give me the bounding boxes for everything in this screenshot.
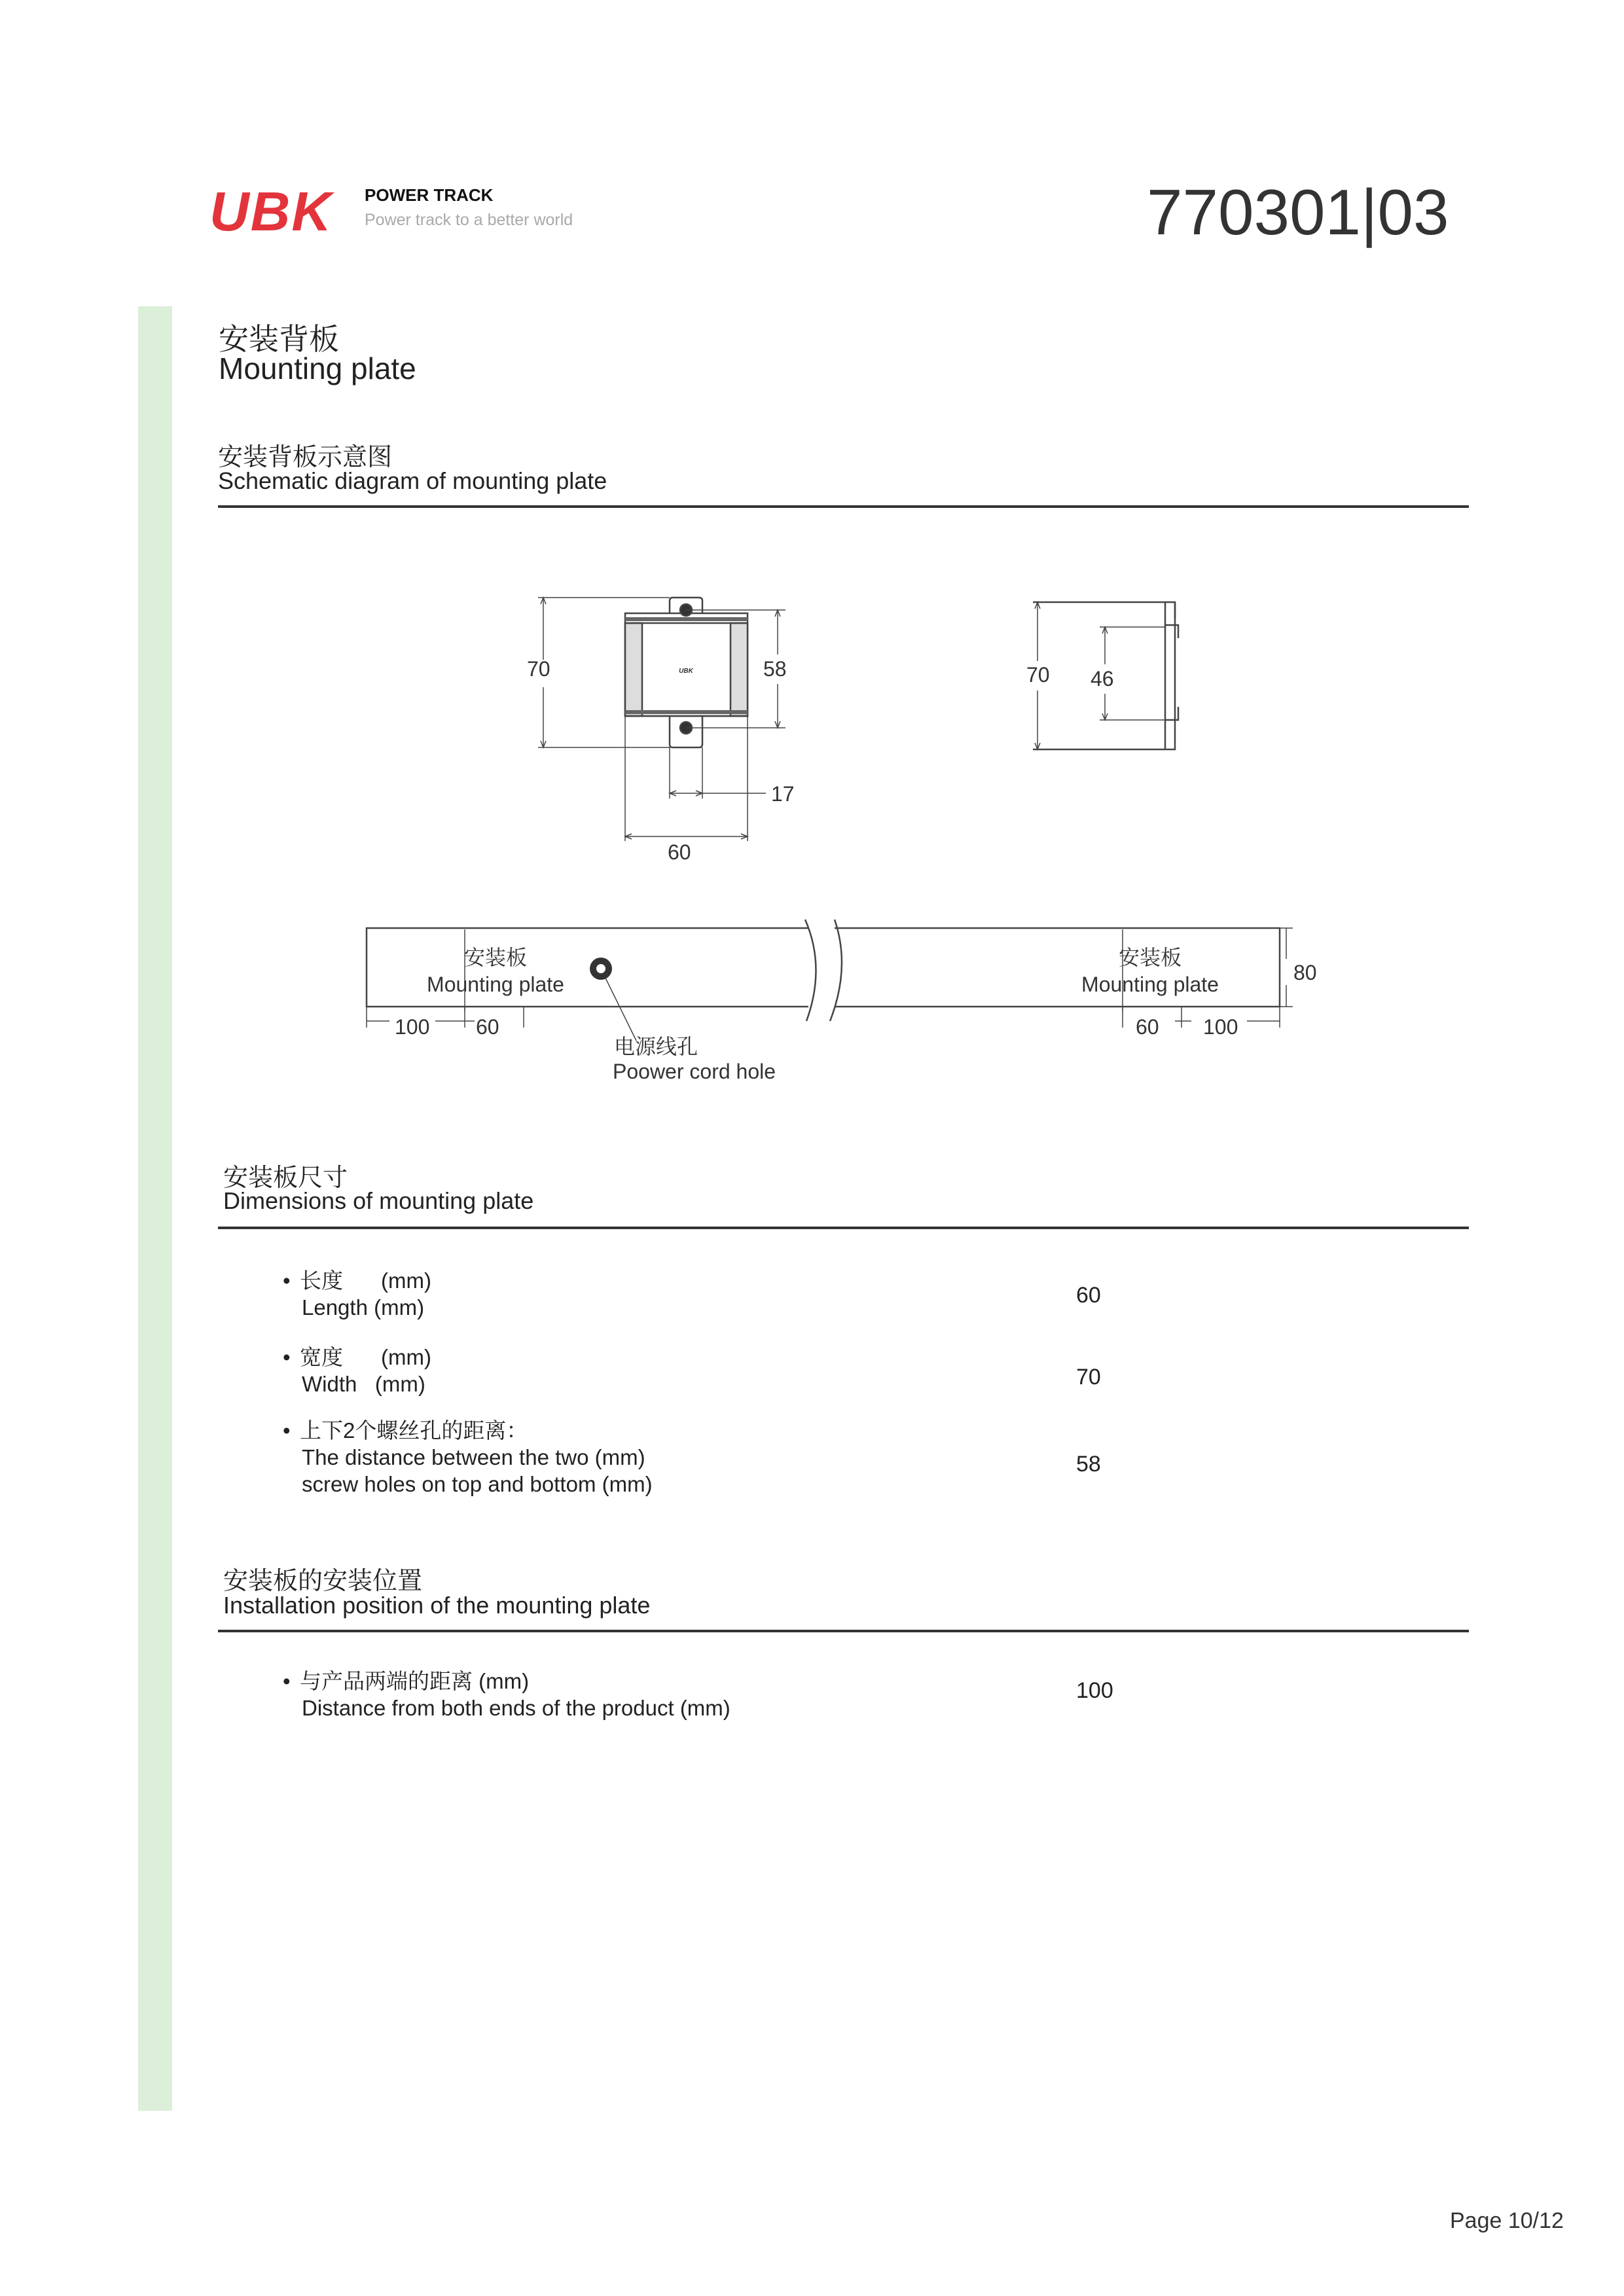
installation-row-distance: • 与产品两端的距离 (mm) Distance from both ends of the product (mm) [283, 1669, 731, 1720]
front-slot-width-label: 17 [771, 782, 795, 806]
cord-hole-label-cn: 电源线孔 [614, 1035, 698, 1058]
schematic-heading-cn: 安装背板示意图 [218, 444, 393, 471]
track-height-label: 80 [1293, 961, 1317, 984]
width-label-cn: 宽度 [300, 1345, 343, 1369]
cord-hole-label-en: Poower cord hole [613, 1060, 776, 1083]
schematic-heading-en: Schematic diagram of mounting plate [218, 467, 607, 494]
installation-heading-en: Installation position of the mounting plate [223, 1592, 651, 1619]
screw-distance-label-en-1: The distance between the two (mm) [302, 1445, 645, 1469]
length-unit-cn: (mm) [381, 1268, 431, 1293]
screw-distance-value: 58 [1076, 1452, 1101, 1477]
installation-heading-cn: 安装板的安装位置 [223, 1568, 423, 1595]
document-code: 770301|03 [1147, 176, 1449, 248]
side-height-label: 70 [1026, 663, 1050, 687]
width-unit-cn: (mm) [381, 1345, 431, 1369]
front-hole-distance-label: 58 [763, 657, 787, 681]
left-end-distance-label: 100 [395, 1015, 430, 1039]
length-value: 60 [1076, 1283, 1101, 1308]
end-distance-label-en: Distance from both ends of the product (mm) [302, 1696, 731, 1720]
plate-ubk-mark: UBK [679, 668, 693, 675]
length-label-cn: 长度 [300, 1268, 343, 1293]
front-view [538, 598, 785, 841]
dimension-row-width: • 宽度 (mm) Width (mm) [283, 1345, 431, 1396]
dimensions-heading-cn: 安装板尺寸 [223, 1164, 348, 1192]
page-number: Page 10/12 [1450, 2208, 1564, 2233]
length-label-en: Length (mm) [302, 1295, 425, 1319]
screw-distance-label-en-2: screw holes on top and bottom (mm) [302, 1472, 653, 1496]
screw-distance-label-cn: 上下2个螺丝孔的距离： [300, 1418, 528, 1443]
front-width-label: 60 [668, 840, 691, 864]
ubk-logo: UBK [209, 181, 333, 242]
page-title-en: Mounting plate [219, 351, 416, 386]
end-distance-value: 100 [1076, 1678, 1113, 1703]
dimensions-heading-en: Dimensions of mounting plate [223, 1187, 534, 1214]
track-left-label-en: Mounting plate [427, 973, 564, 996]
power-cord-hole-inner [596, 964, 605, 973]
installation-rule [218, 1630, 1469, 1632]
side-inner-label: 46 [1091, 667, 1114, 691]
right-end-distance-label: 100 [1203, 1015, 1238, 1039]
track-right-label-cn: 安装板 [1118, 946, 1182, 969]
left-plate-width-label: 60 [476, 1015, 499, 1039]
brand-title: POWER TRACK [365, 185, 494, 205]
brand-tagline: Power track to a better world [365, 211, 573, 229]
track-right-label-en: Mounting plate [1081, 973, 1219, 996]
width-value: 70 [1076, 1365, 1101, 1390]
width-label-en: Width (mm) [302, 1372, 425, 1396]
end-distance-label-cn: 与产品两端的距离 (mm) [300, 1669, 530, 1693]
front-height-label: 70 [527, 657, 550, 681]
track-left-label-cn: 安装板 [463, 946, 528, 969]
dimensions-rule [218, 1227, 1469, 1229]
dimension-row-screw-distance: • 上下2个螺丝孔的距离： The distance between the two (mm) screw holes on top and bottom (mm) [283, 1418, 653, 1496]
dimension-row-length: • 长度 (mm) Length (mm) [283, 1268, 431, 1319]
right-plate-width-label: 60 [1136, 1015, 1159, 1039]
page-title-cn: 安装背板 [219, 322, 339, 356]
